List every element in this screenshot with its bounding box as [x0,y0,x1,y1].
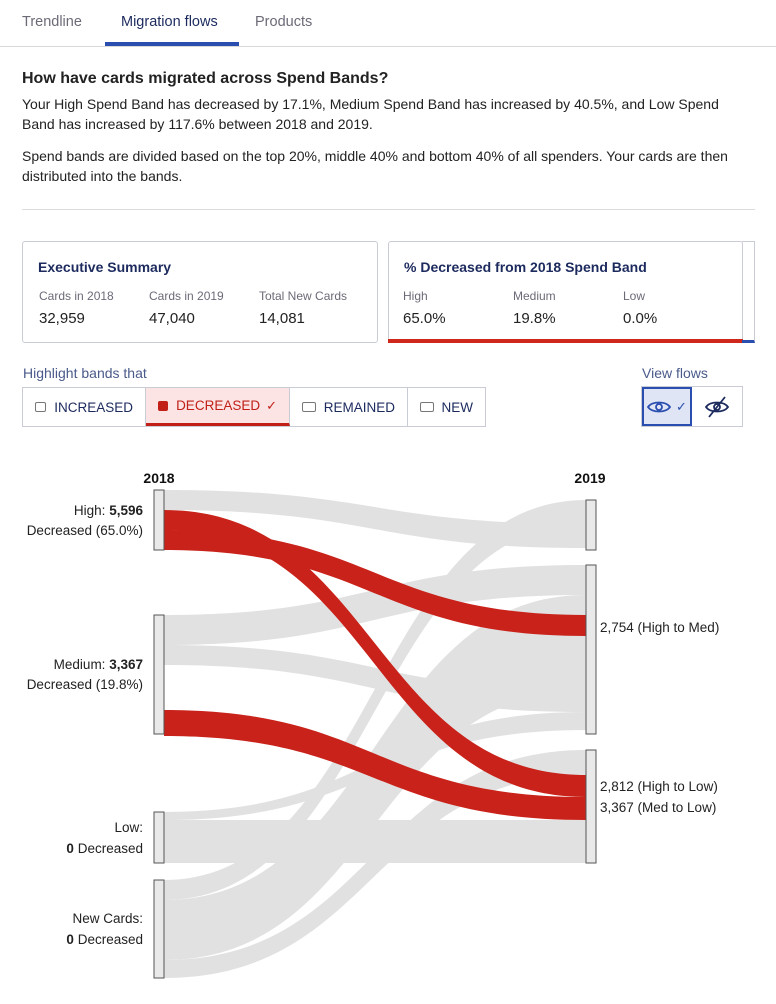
node-2019-low[interactable] [586,750,596,863]
highlight-decreased-button[interactable] [146,388,290,426]
label-name: Medium: [53,657,106,672]
metric-high [403,289,446,327]
label-value: 5,596 [109,503,143,518]
metric-label: High [403,289,428,303]
check-icon: ✓ [266,397,277,413]
metric-value: 65.0% [403,310,446,327]
metric-total-new-cards [259,289,347,327]
metric-value: 32,959 [39,310,85,327]
eye-off-icon [705,396,729,418]
metric-low [623,289,657,327]
selected-card-indicator [388,339,743,343]
node-label-high [74,503,144,518]
highlight-increased-label: INCREASED [54,399,133,415]
view-flows-toggle [641,386,743,427]
node-2018-low[interactable] [154,812,164,863]
node-sub-high: Decreased (65.0%) [26,523,143,538]
metric-value: 0.0% [623,310,658,327]
metric-value: 47,040 [149,310,195,327]
intro-section [22,70,752,198]
intro-paragraph-2: Spend bands are divided based on the top 20%, middle 40% and bottom 40% of all spenders. Your cards are then distributed into the bands. [22,148,728,184]
node-label-low: Low: [114,820,143,835]
metric-cards-2018 [39,289,114,327]
metric-label: Low [623,289,646,303]
highlight-increased-button[interactable] [23,388,146,426]
migration-sankey [0,450,776,1004]
highlight-decreased-label: DECREASED [176,398,261,413]
view-flows-label: View flows [642,365,708,381]
page-title: How have cards migrated across Spend Bands? [22,70,389,87]
metric-medium [513,289,556,327]
active-tab-indicator [105,42,239,46]
label-sub: Decreased [77,841,143,856]
node-sub-medium: Decreased (19.8%) [26,677,143,692]
percent-decreased-card[interactable] [388,241,743,343]
flow-label-high-to-med: 2,754 (High to Med) [600,620,720,635]
label-value: 0 [66,932,74,947]
flow-label-med-to-low: 3,367 (Med to Low) [600,800,717,815]
tab-migration-flows[interactable]: Migration flows [121,14,218,30]
check-icon: ✓ [676,398,687,414]
executive-summary-card [22,241,378,343]
highlight-remained-label: REMAINED [323,399,395,415]
highlight-new-button[interactable] [408,388,485,426]
executive-summary-title: Executive Summary [38,259,172,275]
node-2018-new[interactable] [154,880,164,978]
metric-label: Medium [513,289,556,303]
eye-icon [647,400,671,414]
metric-value: 19.8% [513,310,556,327]
next-card-edge[interactable] [742,241,755,343]
year-label-left: 2018 [143,470,175,486]
tab-bar [0,0,776,47]
node-2019-high[interactable] [586,500,596,550]
label-value: 3,367 [109,657,143,672]
metric-value: 14,081 [259,310,305,327]
node-sub-new [66,932,143,947]
swatch-icon [35,402,46,412]
highlight-new-label: NEW [441,399,473,415]
node-2018-medium[interactable] [154,615,164,734]
metric-cards-2019 [149,289,224,327]
tab-trendline[interactable]: Trendline [22,14,82,30]
highlight-bands-toggle [22,387,486,427]
intro-paragraph-1: Your High Spend Band has decreased by 17.1%, Medium Spend Band has increased by 40.5%, and Low Spend Band has increased by 117.6% between 2018 and 2019. [22,96,719,132]
swatch-icon [302,402,316,412]
swatch-icon [158,401,168,411]
highlight-bands-label: Highlight bands that [23,365,147,381]
node-label-medium [54,657,143,672]
node-2019-medium[interactable] [586,565,596,734]
percent-decreased-title: % Decreased from 2018 Spend Band [404,259,647,275]
metric-label: Cards in 2018 [39,289,114,303]
metric-label: Total New Cards [259,289,348,303]
flow-label-high-to-low: 2,812 (High to Low) [600,779,718,794]
hide-flows-button[interactable] [692,387,742,426]
highlight-remained-button[interactable] [290,388,408,426]
tab-products[interactable]: Products [255,14,313,30]
node-label-new: New Cards: [72,911,143,926]
year-label-right: 2019 [574,470,606,486]
swatch-icon [420,402,434,412]
label-sub: Decreased [77,932,143,947]
section-divider [22,209,755,210]
show-flows-button[interactable] [642,387,692,426]
right-flow-labels [600,620,719,815]
left-node-labels [27,503,144,947]
metric-label: Cards in 2019 [149,289,224,303]
label-value: 0 [66,841,74,856]
node-sub-low [66,841,143,856]
node-2018-high[interactable] [154,490,164,550]
label-name: High: [73,503,106,518]
